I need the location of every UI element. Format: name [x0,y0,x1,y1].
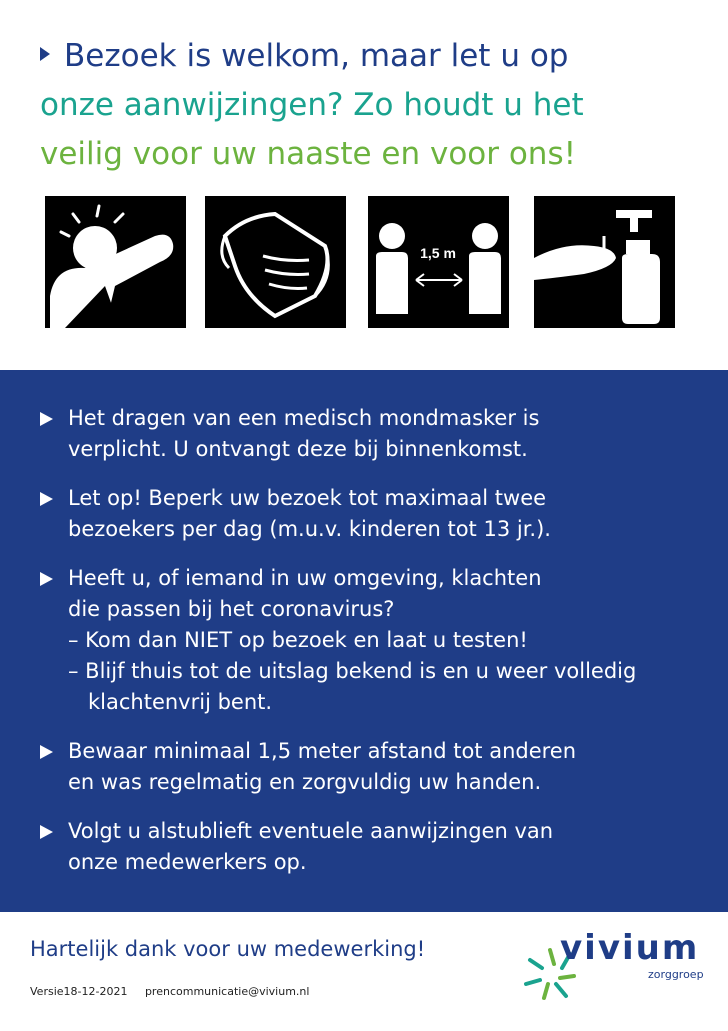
instruction-staff: Volgt u alstublieft eventuele aanwijzingen van onze medewerkers op. [40,816,690,878]
headline-line-1: Bezoek is welkom, maar let u op [40,32,700,81]
icon-row [0,196,728,328]
instruction-visitors: Let op! Beperk uw bezoek tot maximaal twee bezoekers per dag (m.u.v. kinderen tot 13 jr.). [40,483,690,545]
instruction-mask: Het dragen van een medisch mondmasker is verplicht. U ontvangt deze bij binnenkomst. [40,403,690,465]
thanks-text: Hartelijk dank voor uw medewerking! [30,937,426,961]
instruction-list [40,403,690,896]
instruction-distance: Bewaar minimaal 1,5 meter afstand tot anderen en was regelmatig en zorgvuldig uw handen. [40,736,690,798]
distance-label: 1,5 m [420,245,456,261]
version-text: Versie18-12-2021 [30,985,128,998]
headline-line-2: onze aanwijzingen? Zo houdt u het [40,87,584,123]
bullet-arrow-icon [40,572,53,586]
hand-sanitizer-icon [534,196,675,328]
logo-brand: vivium [560,928,700,968]
instruction-symptoms: Heeft u, of iemand in uw omgeving, klachten die passen bij het coronavirus? – Kom dan NIET op bezoek en laat u testen! – Blijf thuis tot de uitslag bekend is en u weer volledig klachtenvrij bent. [40,563,690,718]
distance-icon [368,196,509,328]
vivium-logo [520,928,710,1008]
bullet-arrow-icon [40,745,53,759]
face-mask-icon [205,196,346,328]
email-text: prencommunicatie@vivium.nl [144,985,310,998]
headline [40,32,700,179]
cough-in-elbow-icon [45,196,186,328]
instructions-panel [0,370,728,912]
headline-line-3: veilig voor uw naaste en voor ons! [40,136,577,172]
sub-instruction-test: – Kom dan NIET op bezoek en laat u testen! [68,628,528,652]
bullet-arrow-icon [40,825,53,839]
arrow-icon [40,47,50,61]
bullet-arrow-icon [40,492,53,506]
bullet-arrow-icon [40,412,53,426]
logo-sub: zorggroep [648,968,704,981]
footer-meta [30,985,323,998]
sub-instruction-stay-home: – Blijf thuis tot de uitslag bekend is en u weer volledig klachtenvrij bent. [68,659,637,714]
